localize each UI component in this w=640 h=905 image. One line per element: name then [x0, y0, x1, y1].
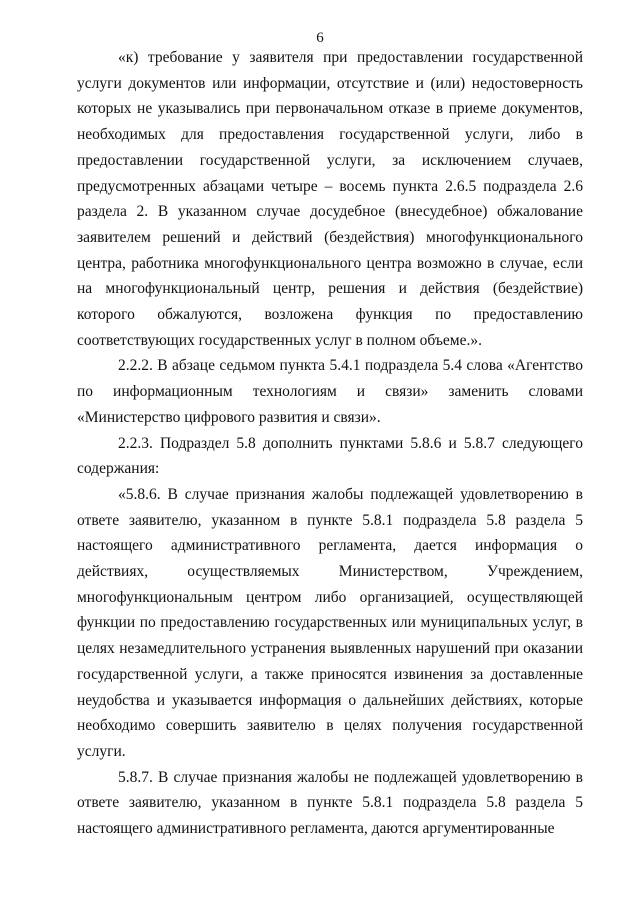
- paragraph-5-8-7: 5.8.7. В случае признания жалобы не подлежащей удовлетворению в ответе заявителю, указанном в пункте 5.8.1 подраздела 5.8 раздела 5 настоящего административного регламента, даются аргументированные: [77, 768, 583, 838]
- page-number: 6: [316, 30, 324, 46]
- document-body: [77, 45, 583, 842]
- paragraph-5-8-6: «5.8.6. В случае признания жалобы подлежащей удовлетворению в ответе заявителю, указанном в пункте 5.8.1 подраздела 5.8 раздела 5 настоящего административного регламента, дается информация о действиях, осуществляемых Министерством, Учреждением, многофункциональным центром либо организацией, осуществляющей функции по предоставлению государственных или муниципальных услуг, в целях незамедлительного устранения выявленных нарушений при оказании государственной услуги, а также приносятся извинения за доставленные неудобства и указывается информация о дальнейших действиях, которые необходимо совершить заявителю в целях получения государственной услуги.: [77, 485, 583, 760]
- paragraph-item-k: «к) требование у заявителя при предоставлении государственной услуги документов или информации, отсутствие и (или) недостоверность которых не указывались при первоначальном отказе в приеме документов, необходимых для предоставления государственной услуги, либо в предоставлении государственной услуги, за исключением случаев, предусмотренных абзацами четыре – восемь пункта 2.6.5 подраздела 2.6 раздела 2. В указанном случае досудебное (внесудебное) обжалование заявителем решений и действий (бездействия) многофункционального центра, работника многофункционального центра возможно в случае, если на многофункциональный центр, решения и действия (бездействие) которого обжалуются, возложена функция по предоставлению соответствующих государственных услуг в полном объеме.».: [77, 49, 583, 349]
- paragraph-2-2-2: 2.2.2. В абзаце седьмом пункта 5.4.1 подраздела 5.4 слова «Агентство по информационным технологиям и связи» заменить словами «Министерство цифрового развития и связи».: [77, 357, 583, 426]
- paragraph-2-2-3: 2.2.3. Подраздел 5.8 дополнить пунктами 5.8.6 и 5.8.7 следующего содержания:: [77, 434, 583, 478]
